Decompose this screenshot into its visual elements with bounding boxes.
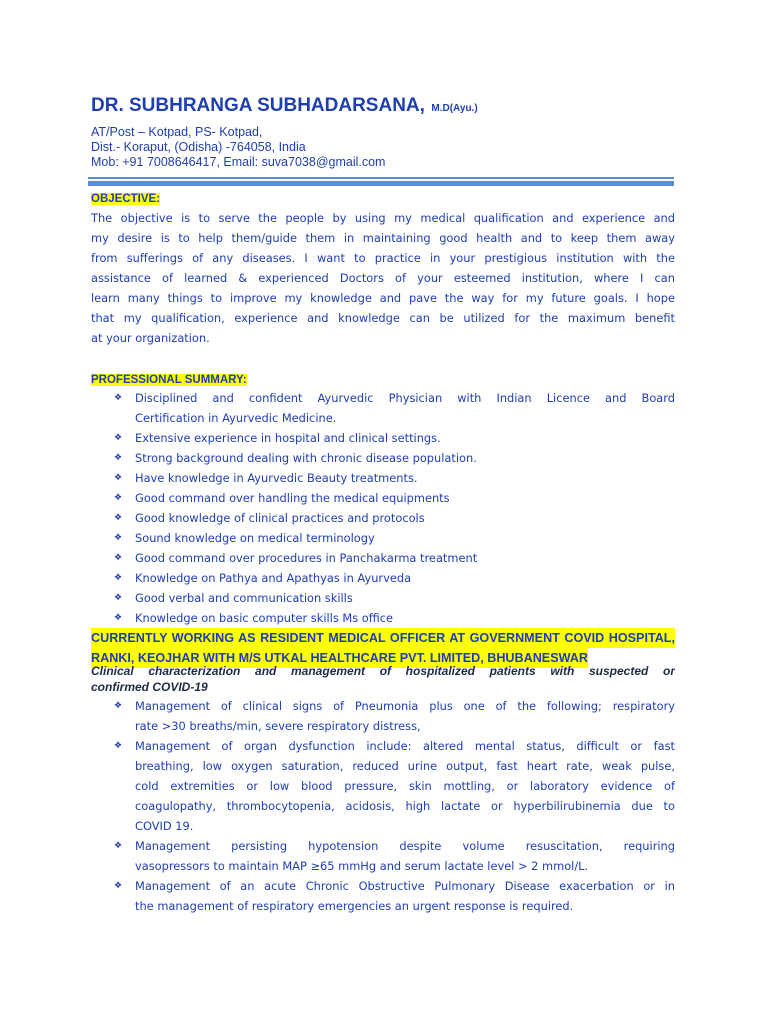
list-item-text <box>135 608 675 628</box>
list-item <box>113 568 675 588</box>
paragraph-line: at your organization. <box>91 331 210 345</box>
current-position-line-1: CURRENTLY WORKING AS RESIDENT MEDICAL OFFICER AT GOVERNMENT COVID HOSPITAL, <box>91 628 675 648</box>
paragraph-line: my desire is to help them/guide them in maintaining good health and to keep them away <box>91 231 675 245</box>
address-line-2: Dist.- Koraput, (Odisha) -764058, India <box>91 140 306 154</box>
list-item-line: Disciplined and confident Ayurvedic Physician with Indian Licence and Board <box>135 391 675 405</box>
list-item <box>113 836 675 876</box>
professional-summary-heading <box>91 373 247 388</box>
diamond-bullet-icon: ❖ <box>114 453 123 463</box>
list-item-text <box>135 428 675 448</box>
list-item-line: Good verbal and communication skills <box>135 591 353 605</box>
list-item-line: vasopressors to maintain MAP ≥65 mmHg and serum lactate level > 2 mmol/L. <box>135 859 589 873</box>
clinical-subheading-line-2: confirmed COVID-19 <box>91 680 208 694</box>
diamond-bullet-icon: ❖ <box>114 841 123 851</box>
current-position-heading <box>91 628 675 668</box>
list-item-line: breathing, low oxygen saturation, reduced urine output, fast heart rate, weak pulse, <box>135 759 675 773</box>
list-item-text <box>135 388 675 428</box>
covid-management-list <box>113 696 675 916</box>
list-item <box>113 448 675 468</box>
name-line <box>91 95 478 117</box>
list-item-text <box>135 568 675 588</box>
diamond-bullet-icon: ❖ <box>114 393 123 403</box>
list-item-line: Good knowledge of clinical practices and protocols <box>135 511 425 525</box>
current-position-line-2: RANKI, KEOJHAR WITH M/S UTKAL HEALTHCARE PVT. LIMITED, BHUBANESWAR <box>91 648 588 668</box>
professional-summary-list <box>113 388 675 628</box>
diamond-bullet-icon: ❖ <box>114 473 123 483</box>
list-item-line: Good command over handling the medical equipments <box>135 491 450 505</box>
list-item-line: Have knowledge in Ayurvedic Beauty treatments. <box>135 471 418 485</box>
objective-paragraph <box>91 208 675 348</box>
diamond-bullet-icon: ❖ <box>114 433 123 443</box>
list-item-line: Knowledge on Pathya and Apathyas in Ayurveda <box>135 571 412 585</box>
list-item-text <box>135 588 675 608</box>
list-item-text <box>135 548 675 568</box>
list-item-line: Certification in Ayurvedic Medicine. <box>135 411 337 425</box>
list-item-line: Extensive experience in hospital and clinical settings. <box>135 431 441 445</box>
list-item-text <box>135 876 675 916</box>
list-item-line: Management of organ dysfunction include: altered mental status, difficult or fast <box>135 739 675 753</box>
list-item-line: cold extremities or low blood pressure, skin mottling, or laboratory evidence of <box>135 779 675 793</box>
list-item-line: COVID 19. <box>135 819 194 833</box>
objective-heading-text: OBJECTIVE: <box>91 193 161 205</box>
list-item-line: Management of an acute Chronic Obstructive Pulmonary Disease exacerbation or in <box>135 879 675 893</box>
list-item-text <box>135 528 675 548</box>
candidate-name: DR. SUBHRANGA SUBHADARSANA, <box>91 95 425 116</box>
paragraph-line: from sufferings of any diseases. I want to practice in your prestigious institution with the <box>91 251 675 265</box>
list-item <box>113 696 675 736</box>
diamond-bullet-icon: ❖ <box>114 741 123 751</box>
paragraph-line: The objective is to serve the people by using my medical qualification and experience and <box>91 211 675 225</box>
paragraph-line: that my qualification, experience and knowledge can be utilized for the maximum benefit <box>91 311 675 325</box>
list-item <box>113 736 675 836</box>
list-item <box>113 608 675 628</box>
list-item <box>113 508 675 528</box>
list-item-line: Sound knowledge on medical terminology <box>135 531 375 545</box>
list-item-text <box>135 468 675 488</box>
paragraph-line: assistance of learned & experienced Doctors of your esteemed institution, where I can <box>91 271 675 285</box>
list-item-line: the management of respiratory emergencies an urgent response is required. <box>135 899 574 913</box>
header-divider-thin <box>88 177 674 179</box>
professional-summary-heading-text: PROFESSIONAL SUMMARY: <box>91 374 247 386</box>
list-item <box>113 428 675 448</box>
diamond-bullet-icon: ❖ <box>114 533 123 543</box>
objective-heading <box>91 192 160 207</box>
contact-line: Mob: +91 7008646417, Email: suva7038@gmail.com <box>91 155 386 169</box>
list-item <box>113 468 675 488</box>
list-item-line: Good command over procedures in Panchakarma treatment <box>135 551 478 565</box>
list-item-line: Management of clinical signs of Pneumonia plus one of the following; respiratory <box>135 699 675 713</box>
list-item-text <box>135 448 675 468</box>
list-item-line: Management persisting hypotension despite volume resuscitation, requiring <box>135 839 675 853</box>
list-item-text <box>135 836 675 876</box>
list-item-text <box>135 508 675 528</box>
paragraph-line: learn many things to improve my knowledge and pave the way for my future goals. I hope <box>91 291 675 305</box>
diamond-bullet-icon: ❖ <box>114 593 123 603</box>
list-item <box>113 488 675 508</box>
diamond-bullet-icon: ❖ <box>114 613 123 623</box>
list-item <box>113 388 675 428</box>
list-item-text <box>135 488 675 508</box>
diamond-bullet-icon: ❖ <box>114 881 123 891</box>
clinical-subheading <box>91 663 675 695</box>
diamond-bullet-icon: ❖ <box>114 573 123 583</box>
diamond-bullet-icon: ❖ <box>114 513 123 523</box>
clinical-subheading-line-1: Clinical characterization and management of hospitalized patients with suspected or <box>91 664 675 678</box>
address-line-1: AT/Post – Kotpad, PS- Kotpad, <box>91 125 263 139</box>
diamond-bullet-icon: ❖ <box>114 701 123 711</box>
diamond-bullet-icon: ❖ <box>114 493 123 503</box>
diamond-bullet-icon: ❖ <box>114 553 123 563</box>
list-item-line: Knowledge on basic computer skills Ms office <box>135 611 394 625</box>
list-item-line: Strong background dealing with chronic disease population. <box>135 451 477 465</box>
list-item <box>113 876 675 916</box>
list-item <box>113 588 675 608</box>
list-item <box>113 548 675 568</box>
list-item-text <box>135 696 675 736</box>
list-item-text <box>135 736 675 836</box>
list-item <box>113 528 675 548</box>
candidate-degree: M.D(Ayu.) <box>431 103 478 114</box>
list-item-line: coagulopathy, thrombocytopenia, acidosis, high lactate or hyperbilirubinemia due to <box>135 799 675 813</box>
header-divider-thick <box>88 181 674 186</box>
list-item-line: rate >30 breaths/min, severe respiratory distress, <box>135 719 421 733</box>
